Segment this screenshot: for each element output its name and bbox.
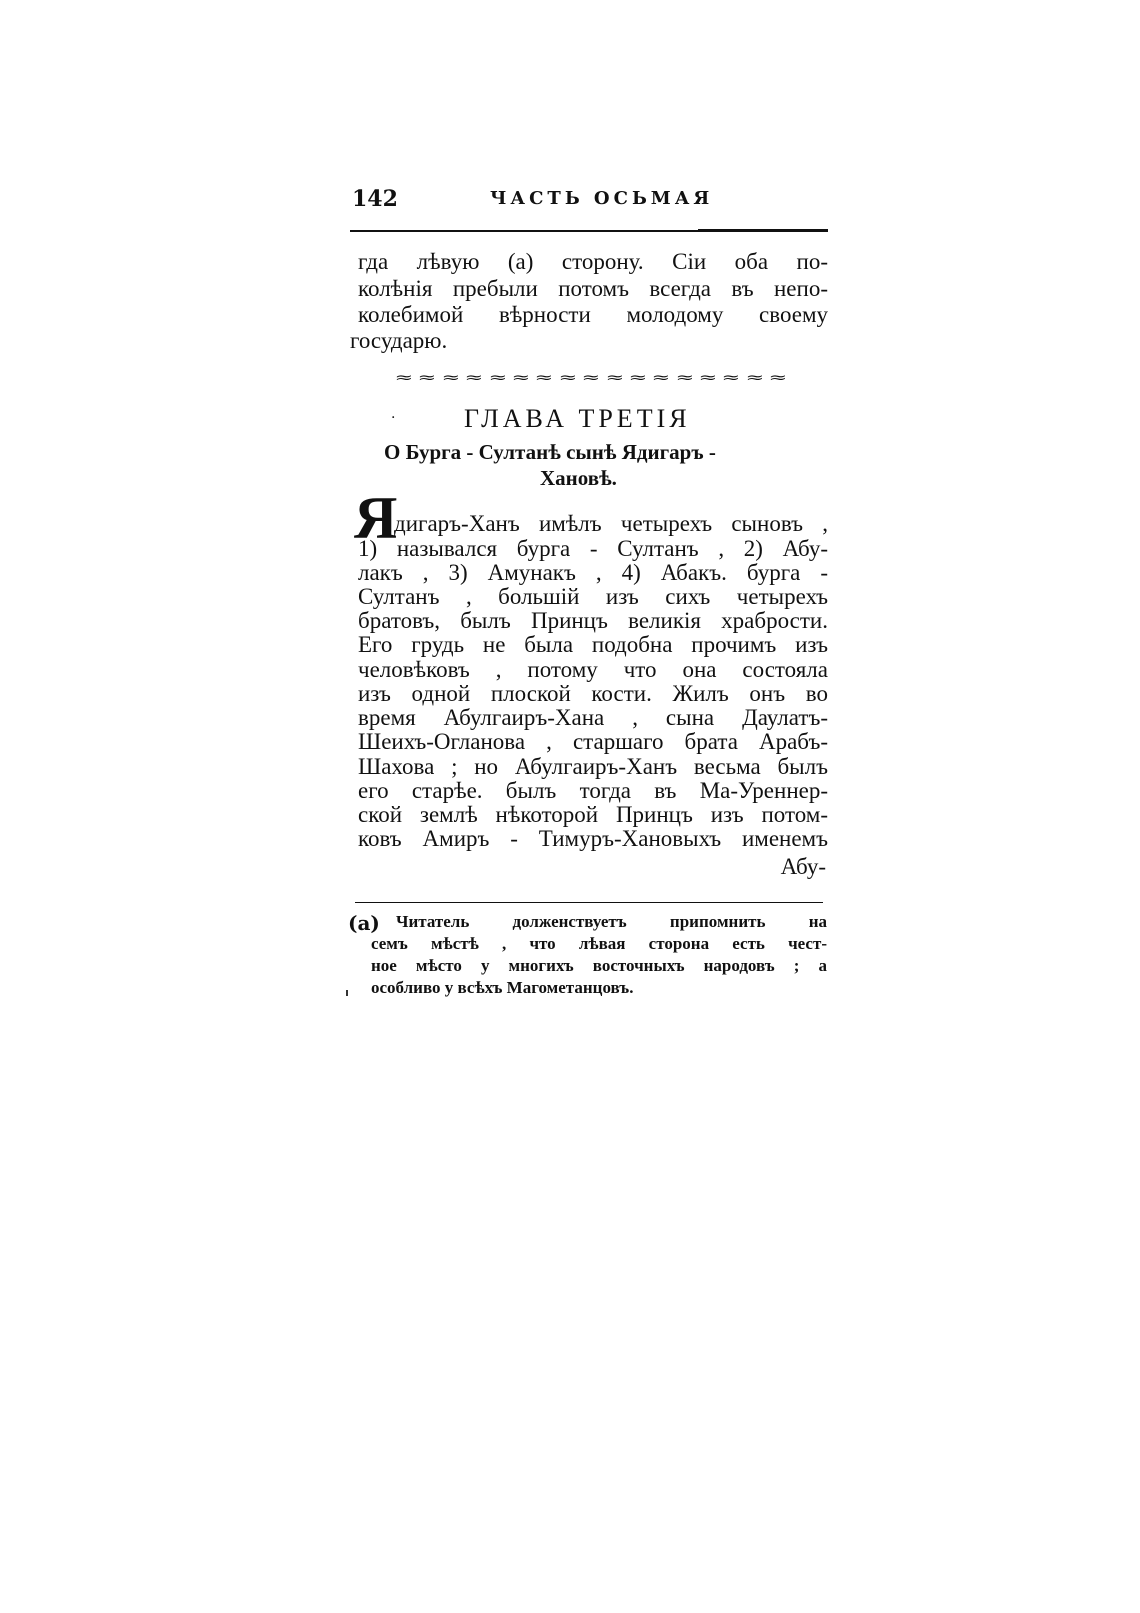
chapter-title: ГЛАВА ТРЕТІЯ [464, 404, 691, 433]
footnote-line: семъ мѣстѣ , что лѣвая сторона есть чест- [371, 934, 827, 953]
footnote-rule [355, 902, 823, 903]
text-line: Шахова ; но Абулгаиръ-Ханъ весьма былъ [358, 754, 828, 779]
text-line: колебимой вѣрности молодому своему [358, 302, 828, 327]
page-number: 142 [352, 186, 398, 212]
text-line: дигаръ-Ханъ имѣлъ четырехъ сыновъ , [394, 511, 828, 536]
chapter-subtitle-line: Хановѣ. [540, 466, 617, 490]
text-line: время Абулгаиръ-Хана , сына Даулатъ- [358, 705, 828, 730]
footnote-mark: (а) [348, 911, 380, 935]
text-line: Шеихъ-Огланова , старшаго брата Арабъ- [358, 729, 828, 754]
text-line: лакъ , 3) Амунакъ , 4) Абакъ. бурга - [358, 560, 828, 585]
text-line: человѣковъ , потому что она состояла [358, 657, 828, 682]
margin-mark [346, 990, 348, 996]
text-line: государю. [350, 328, 448, 353]
text-line: ской землѣ нѣкоторой Принцъ изъ потом- [358, 802, 828, 827]
text-line: ковъ Амиръ - Тимуръ-Хановыхъ именемъ [358, 826, 828, 851]
footnote-line: Читатель долженствуетъ припомнить на [396, 912, 827, 931]
footnote-line: особливо у всѣхъ Магометанцовъ. [371, 978, 634, 997]
running-title: ЧАСТЬ ОСЬМАЯ [490, 188, 714, 209]
catchword: Абу- [780, 854, 826, 879]
text-line: колѣнія пребыли потомъ всегда въ непо- [358, 276, 828, 301]
margin-mark: · [391, 410, 396, 426]
text-line: братовъ, былъ Принцъ великія храбрости. [358, 608, 828, 633]
ornament-divider: ≈ ≈ ≈ ≈ ≈ ≈ ≈ ≈ ≈ ≈ ≈ ≈ ≈ ≈ ≈ ≈ ≈ [394, 370, 788, 386]
footnote-line: ное мѣсто у многихъ восточныхъ народовъ ; а [371, 956, 827, 975]
text-line: гда лѣвую (а) сторону. Сіи оба по- [358, 249, 828, 274]
text-line: его старѣе. былъ тогда въ Ма-Уреннер- [358, 778, 828, 803]
drop-cap: Я [354, 485, 398, 551]
text-line: 1) назывался бурга - Султанъ , 2) Абу- [358, 536, 828, 561]
chapter-subtitle-line: О Бурга - Султанѣ сынѣ Ядигаръ - [384, 440, 716, 464]
text-line: Султанъ , большій изъ сихъ четырехъ [358, 584, 828, 609]
text-line: Его грудь не была подобна прочимъ изъ [358, 632, 828, 657]
header-rule [350, 230, 828, 232]
text-line: изъ одной плоской кости. Жилъ онъ во [358, 681, 828, 706]
